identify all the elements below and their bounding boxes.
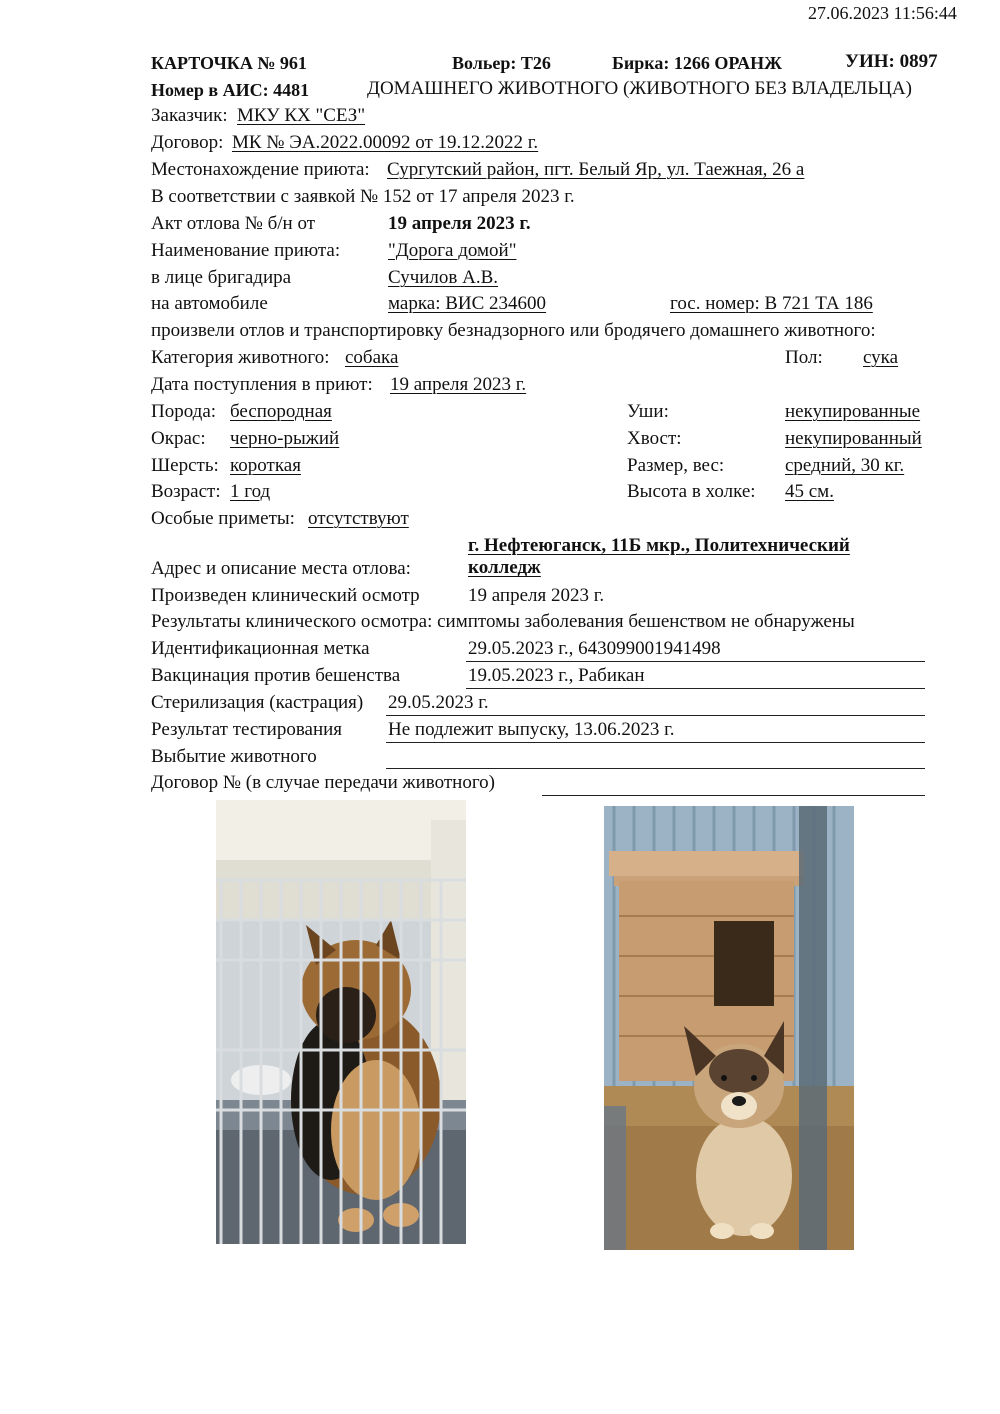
foreman-label: в лице бригадира xyxy=(151,267,292,288)
tag-number: Бирка: 1266 ОРАНЖ xyxy=(612,53,782,73)
sterilization-line xyxy=(386,715,925,716)
age-value: 1 год xyxy=(230,481,271,502)
transfer-contract-label: Договор № (в случае передачи животного) xyxy=(151,772,495,793)
tail-label: Хвост: xyxy=(627,428,682,449)
shelter-name-label: Наименование приюта: xyxy=(151,240,341,261)
card-subtitle: ДОМАШНЕГО ЖИВОТНОГО (ЖИВОТНОГО БЕЗ ВЛАДЕЛЬЦА) xyxy=(367,78,912,99)
customer-label: Заказчик: xyxy=(151,105,228,126)
vaccination-label: Вакцинация против бешенства xyxy=(151,665,401,686)
id-mark-label: Идентификационная метка xyxy=(151,638,370,659)
transfer-contract-line xyxy=(542,795,925,796)
sex-value: сука xyxy=(863,347,899,368)
card-number: КАРТОЧКА № 961 xyxy=(151,53,307,73)
enclosure: Вольер: Т26 xyxy=(452,53,551,73)
special-marks-value: отсутствуют xyxy=(308,508,409,529)
arrival-value: 19 апреля 2023 г. xyxy=(390,374,527,395)
ais-number: Номер в АИС: 4481 xyxy=(151,80,310,100)
tail-value: некупированный xyxy=(785,428,922,449)
clinical-exam-label: Произведен клинический осмотр xyxy=(151,585,420,606)
statement: произвели отлов и транспортировку безнадзорного или бродячего домашнего животного: xyxy=(151,320,876,341)
sterilization-value: 29.05.2023 г. xyxy=(388,692,489,713)
category-value: собака xyxy=(345,347,399,368)
special-marks-label: Особые приметы: xyxy=(151,508,295,529)
clinical-results: Результаты клинического осмотра: симптомы заболевания бешенством не обнаружены xyxy=(151,611,855,632)
coat-value: короткая xyxy=(230,455,301,476)
dog-in-cage-photo xyxy=(216,800,466,1244)
height-label: Высота в холке: xyxy=(627,481,756,502)
sex-label: Пол: xyxy=(785,347,823,368)
size-label: Размер, вес: xyxy=(627,455,725,476)
capture-address-line2: колледж xyxy=(468,557,541,578)
id-mark-value: 29.05.2023 г., 643099001941498 xyxy=(468,638,721,659)
capture-act-date: 19 апреля 2023 г. xyxy=(388,213,531,234)
customer-value: МКУ КХ "СЕЗ" xyxy=(237,105,366,126)
request-line: В соответствии с заявкой № 152 от 17 апреля 2023 г. xyxy=(151,186,575,207)
age-label: Возраст: xyxy=(151,481,221,502)
clinical-exam-date: 19 апреля 2023 г. xyxy=(468,585,605,606)
shelter-location-value: Сургутский район, пгт. Белый Яр, ул. Таежная, 26 а xyxy=(387,159,805,180)
ears-value: некупированные xyxy=(785,401,921,422)
size-value: средний, 30 кг. xyxy=(785,455,905,476)
print-timestamp: 27.06.2023 11:56:44 xyxy=(808,3,957,23)
vehicle-model: марка: ВИС 234600 xyxy=(388,293,547,314)
capture-address-label: Адрес и описание места отлова: xyxy=(151,558,411,579)
breed-label: Порода: xyxy=(151,401,217,422)
foreman-value: Сучилов А.В. xyxy=(388,267,499,288)
category-label: Категория животного: xyxy=(151,347,330,368)
disposal-label: Выбытие животного xyxy=(151,746,317,767)
sterilization-label: Стерилизация (кастрация) xyxy=(151,692,364,713)
shelter-location-label: Местонахождение приюта: xyxy=(151,159,370,180)
vaccination-value: 19.05.2023 г., Рабикан xyxy=(468,665,645,686)
vehicle-plate: гос. номер: В 721 ТА 186 xyxy=(670,293,873,314)
capture-address-line1: г. Нефтеюганск, 11Б мкр., Политехнический xyxy=(468,535,850,556)
test-result-value: Не подлежит выпуску, 13.06.2023 г. xyxy=(388,719,675,740)
test-result-line xyxy=(386,742,925,743)
contract-value: МК № ЭА.2022.00092 от 19.12.2022 г. xyxy=(232,132,539,153)
capture-act-label: Акт отлова № б/н от xyxy=(151,213,316,234)
dog-by-kennel-photo xyxy=(604,806,854,1250)
height-value: 45 см. xyxy=(785,481,834,502)
breed-value: беспородная xyxy=(230,401,332,422)
color-value: черно-рыжий xyxy=(230,428,340,449)
arrival-label: Дата поступления в приют: xyxy=(151,374,373,395)
uin: УИН: 0897 xyxy=(845,51,938,72)
test-result-label: Результат тестирования xyxy=(151,719,343,740)
vaccination-line xyxy=(466,688,925,689)
vehicle-label: на автомобиле xyxy=(151,293,268,314)
ears-label: Уши: xyxy=(627,401,669,422)
id-mark-line xyxy=(466,661,925,662)
contract-label: Договор: xyxy=(151,132,224,153)
shelter-name-value: "Дорога домой" xyxy=(388,240,517,261)
coat-label: Шерсть: xyxy=(151,455,219,476)
disposal-line xyxy=(386,768,925,769)
color-label: Окрас: xyxy=(151,428,206,449)
